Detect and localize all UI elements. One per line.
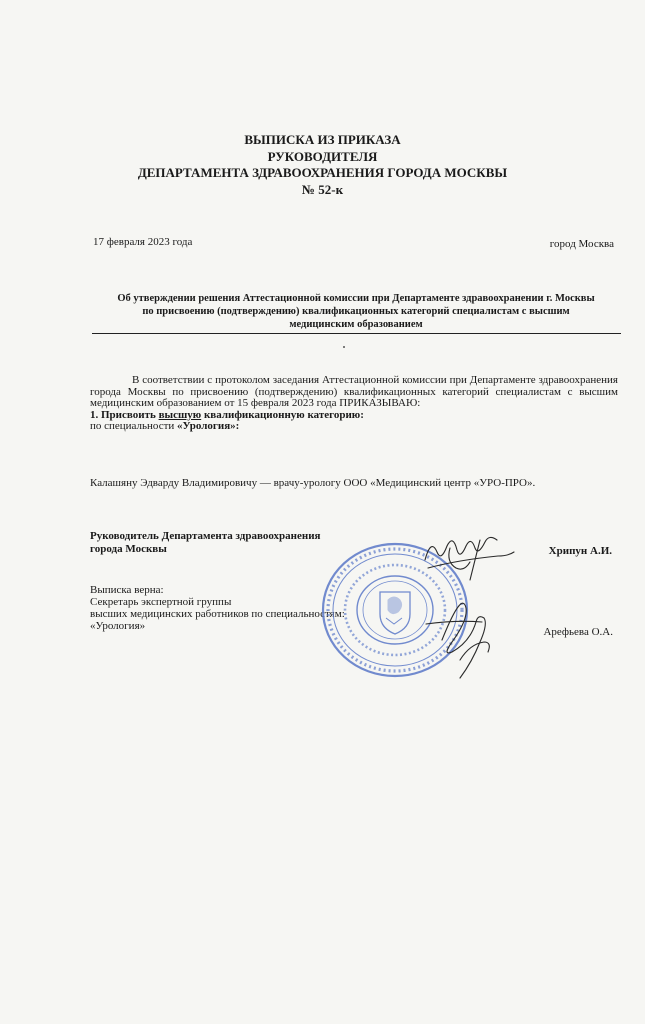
title-line-2: РУКОВОДИТЕЛЯ xyxy=(267,148,378,164)
title-line-1: ВЫПИСКА ИЗ ПРИКАЗА xyxy=(244,132,401,147)
item-prefix: 1. Присвоить xyxy=(90,408,159,421)
certification-block xyxy=(90,584,345,632)
item-category: высшую xyxy=(158,408,202,421)
order-number: № 52-к xyxy=(301,181,344,197)
certify-line-4: «Урология» xyxy=(90,620,146,632)
head-name: Хрипун А.И. xyxy=(548,545,612,557)
scan-speck xyxy=(343,346,345,348)
document-title xyxy=(0,132,645,198)
handwritten-signatures xyxy=(330,520,530,700)
subject-line-1: Об утверждении решения Аттестационной комиссии при Департаменте здравоохранении г. Москвы xyxy=(117,293,595,304)
title-line-3: ДЕПАРТАМЕНТА ЗДРАВООХРАНЕНИЯ ГОРОДА МОСКВЫ xyxy=(137,165,508,180)
order-city: город Москва xyxy=(549,238,614,250)
certify-line-2: Секретарь экспертной группы xyxy=(90,596,232,608)
secretary-name: Арефьева О.А. xyxy=(543,626,613,638)
subject-line-2: по присвоению (подтверждению) квалификационных категорий специалистам с высшим xyxy=(142,306,570,317)
head-position xyxy=(90,530,321,556)
doctor-assignment: Калашяну Эдварду Владимировичу — врачу-урологу ООО «Медицинский центр «УРО-ПРО». xyxy=(90,477,536,489)
certify-line-3: высших медицинских работников по специальностям: xyxy=(90,608,345,620)
specialty-line xyxy=(90,421,618,433)
head-title-line-2: города Москвы xyxy=(90,543,167,555)
order-body xyxy=(90,375,618,433)
order-date: 17 февраля 2023 года xyxy=(93,236,193,248)
order-subject xyxy=(92,292,620,331)
subject-line-3: медицинским образованием xyxy=(289,319,423,330)
specialty-name: «Урология»: xyxy=(177,420,240,432)
head-title-line-1: Руководитель Департамента здравоохранения xyxy=(90,530,321,542)
specialty-prefix: по специальности xyxy=(90,420,178,432)
certify-line-1: Выписка верна: xyxy=(90,584,164,596)
subject-divider xyxy=(92,333,621,334)
preamble-paragraph: В соответствии с протоколом заседания Аттестационной комиссии при Департаменте здравоохранения города Москвы по присвоению (подтверждению) квалификационных категорий специалистам с высшим медицинским образованием от 15 февраля 2023 года ПРИКАЗЫВАЮ: xyxy=(90,374,618,409)
item-suffix: квалификационную категорию: xyxy=(201,408,364,421)
